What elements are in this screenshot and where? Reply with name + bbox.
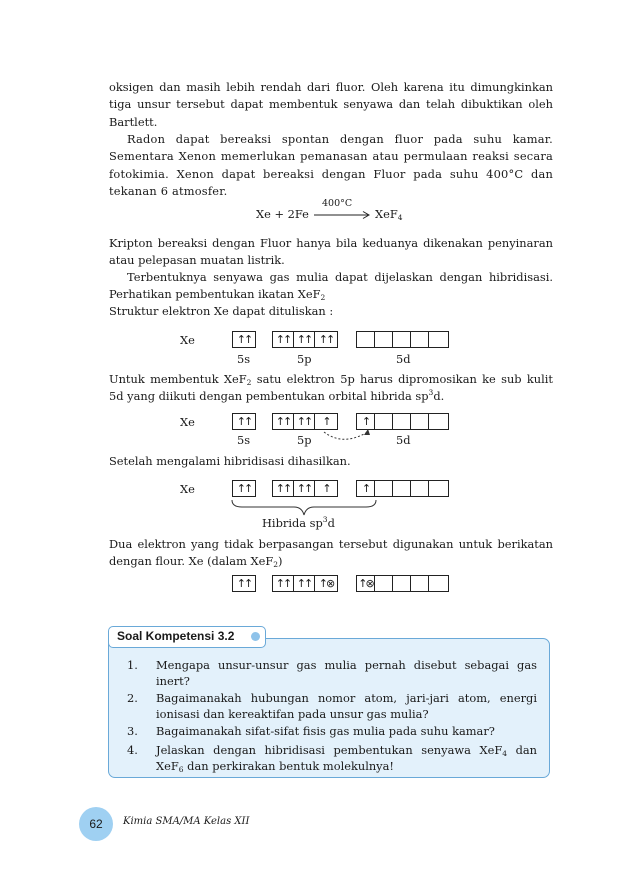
diagram2-label-5s: 5s [237,433,251,447]
diagram1-label-5p: 5p [297,352,312,366]
paragraph-kripton: Kripton bereaksi dengan Fluor hanya bila keduanya dikenakan penyinaran atau pelepasan muatan listrik. [109,236,553,268]
diagram1-5s-orbital: ↑↑ [232,331,256,348]
equation-reactants: Xe + 2Fe [256,207,309,221]
diagram1-label-5s: 5s [237,352,251,366]
question-4: 4. Jelaskan dengan hibridisasi pembentukan senyawa XeF$_4$ dan XeF$_6$ dan perkirakan bentuk molekulnya! [127,743,537,774]
page-number: 62 [79,807,113,841]
diagram3-5d-orbitals: ↑ [356,480,449,497]
diagram3-element: Xe [180,482,195,496]
equation [256,207,309,221]
paragraph-setelah: Setelah mengalami hibridisasi dihasilkan. [109,454,351,468]
diagram4-5d-orbitals: ↑⊗ [356,575,449,592]
bullet-dot-icon [251,632,260,641]
diagram3-5s-orbital: ↑↑ [232,480,256,497]
equation-condition: 400°C [322,198,353,209]
diagram1-5p-orbitals: ↑↑ ↑↑ ↑↑ [272,331,338,348]
soal-kompetensi-title: Soal Kompetensi 3.2 [117,629,235,643]
reaction-arrow-icon [314,210,372,220]
diagram2-label-5p: 5p [297,433,312,447]
question-2: 2. Bagaimanakah hubungan nomor atom, jari-jari atom, energi ionisasi dan kereaktifan pada unsur gas mulia? [127,691,537,721]
diagram2-5s-orbital: ↑↑ [232,413,256,430]
paragraph-dua-elektron: Dua elektron yang tidak berpasangan tersebut digunakan untuk berikatan dengan flour. Xe (dalam XeF$_2$) [109,537,553,570]
diagram4-5s-orbital: ↑↑ [232,575,256,592]
diagram2-5d-orbitals: ↑ [356,413,449,430]
diagram1-element: Xe [180,333,195,347]
question-3: 3. Bagaimanakah sifat-sifat fisis gas mulia pada suhu kamar? [127,724,495,738]
diagram3-5p-orbitals: ↑↑ ↑↑ ↑ [272,480,338,497]
paragraph-hibridisasi: Terbentuknya senyawa gas mulia dapat dijelaskan dengan hibridisasi. Perhatikan pembentukan ikatan XeF$_2$ [109,270,553,303]
hybrid-label: Hibrida $sp^3d$ [262,515,335,530]
paragraph-intro: oksigen dan masih lebih rendah dari fluor. Oleh karena itu dimungkinkan tiga unsur tersebut dapat membentuk senyawa dan telah dibuktikan oleh Bartlett. [109,80,553,129]
diagram1-5d-orbitals [356,331,449,348]
paragraph-radon-xenon: Radon dapat bereaksi spontan dengan fluor pada suhu kamar. Sementara Xenon memerlukan pemanasan atau permulaan reaksi secara fotokimia. Xenon dapat bereaksi dengan Fluor pada suhu 400°C dan tekanan 6 atmosfer. [109,132,553,198]
book-title: Kimia SMA/MA Kelas XII [123,816,250,827]
paragraph-promosi: Untuk membentuk XeF$_2$ satu elektron 5p harus dipromosikan ke sub kulit 5d yang diikuti dengan pembentukan orbital hibrida $sp^3d$. [109,372,553,404]
question-1: 1. Mengapa unsur-unsur gas mulia pernah disebut sebagai gas inert? [127,658,537,688]
equation-product: XeF$_4$ [375,207,403,222]
promotion-arrow-icon [318,428,374,448]
hybrid-brace-icon [230,499,380,517]
diagram4-5p-orbitals: ↑↑ ↑↑ ↑⊗ [272,575,338,592]
diagram2-label-5d: 5d [396,433,411,447]
paragraph-struktur: Struktur elektron Xe dapat dituliskan : [109,304,334,318]
soal-kompetensi-header [108,626,266,648]
diagram2-element: Xe [180,415,195,429]
diagram2-5p-orbitals: ↑↑ ↑↑ ↑ [272,413,338,430]
diagram1-label-5d: 5d [396,352,411,366]
